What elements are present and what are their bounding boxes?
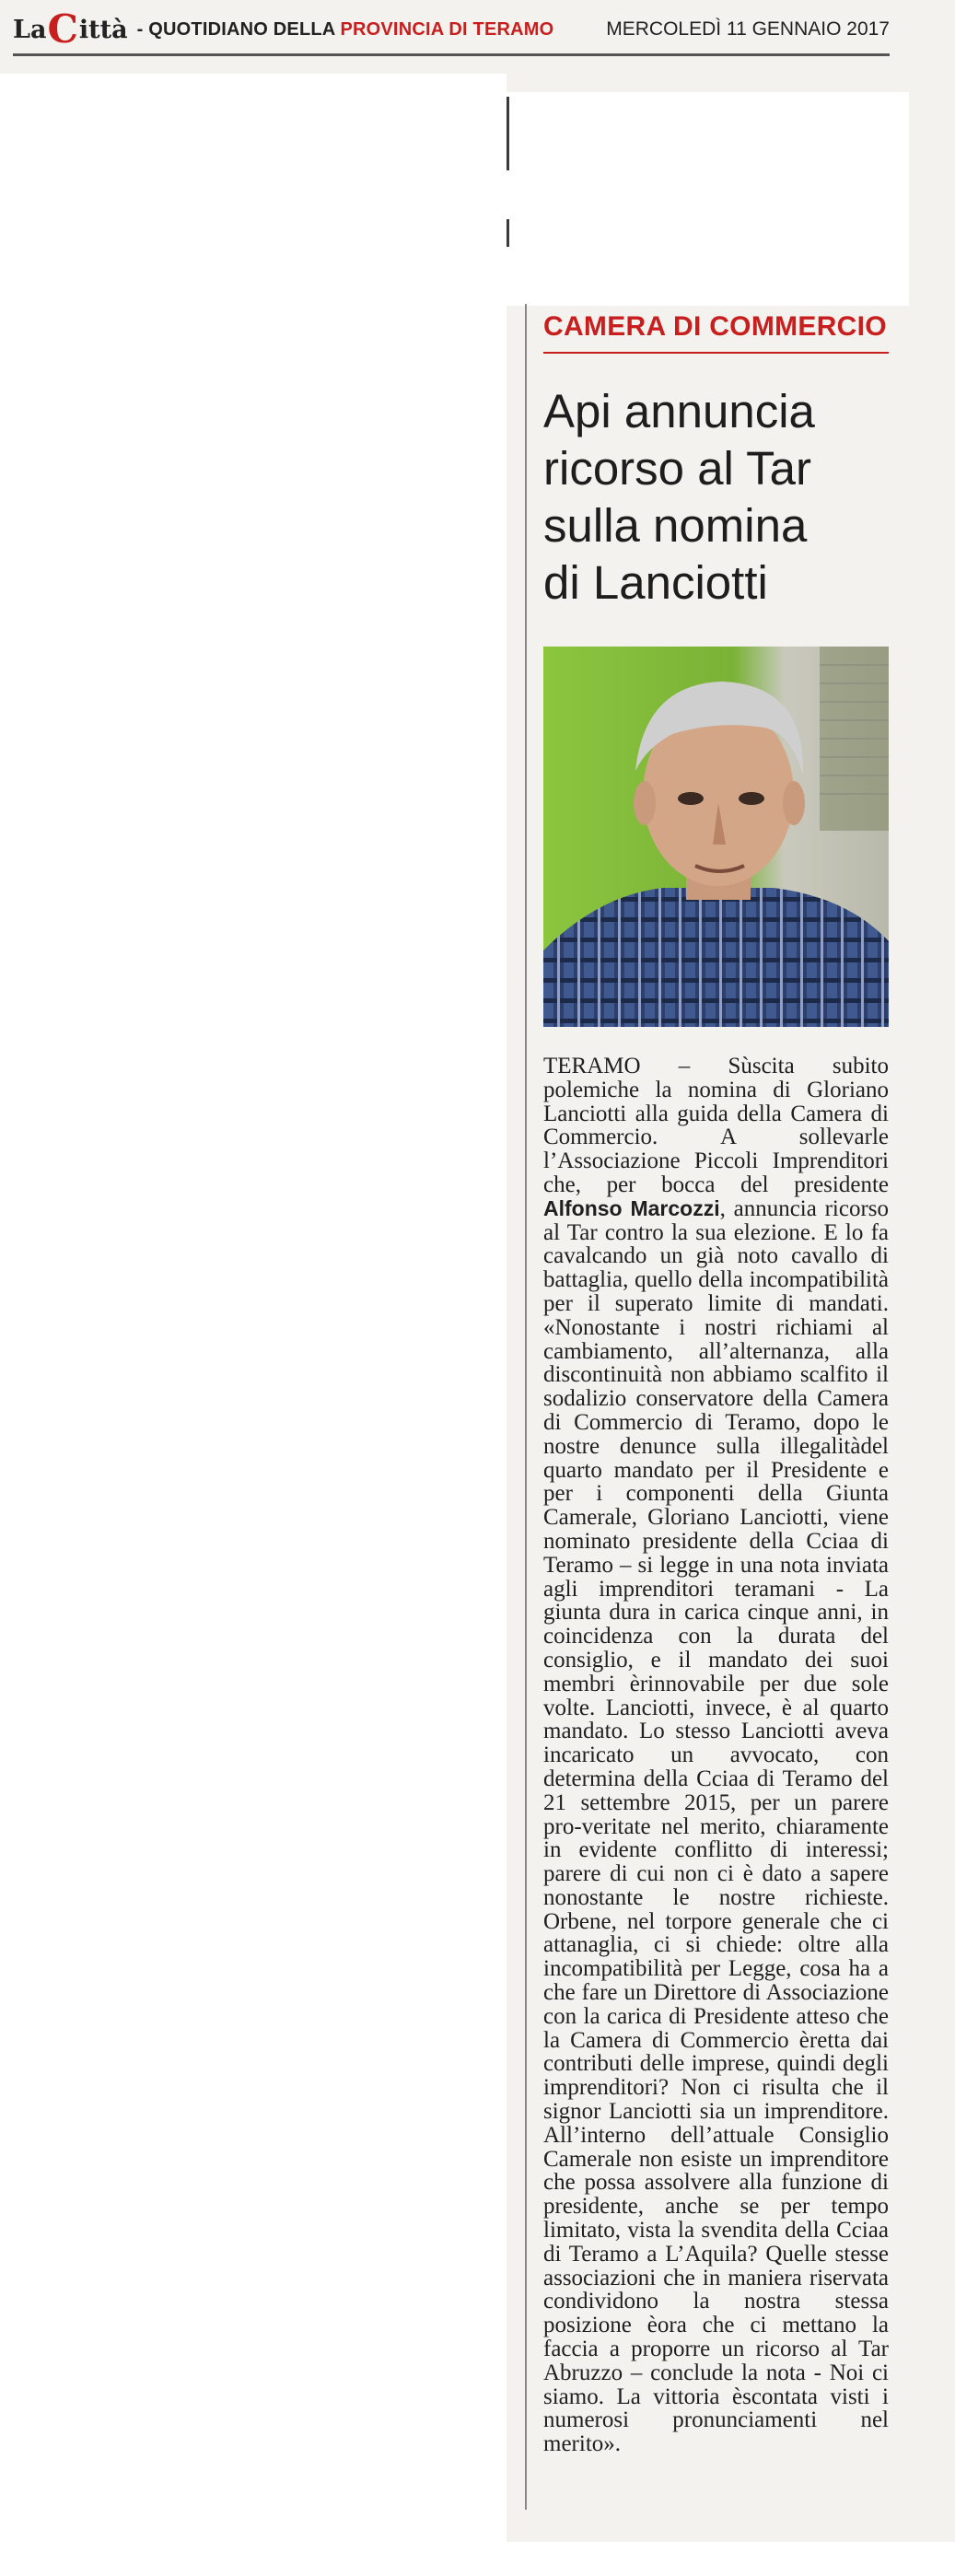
headline-line: Api annuncia — [543, 385, 815, 437]
headline-line: sulla nomina — [543, 499, 808, 552]
redacted-block — [507, 92, 909, 306]
headline-line: di Lanciotti — [543, 556, 768, 609]
logo-prefix: La — [13, 15, 47, 44]
masthead — [13, 6, 890, 56]
body-paragraph-start: TERAMO – Sùscita subito polemiche la nomina di Gloriano Lanciotti alla guida della Camera di Commercio. A sollevarle l’Associazione Piccoli Imprenditori che, per bocca del presidente — [543, 1054, 889, 1197]
tagline-text: - QUOTIDIANO DELLA — [136, 18, 341, 40]
column-divider — [525, 999, 527, 2510]
article — [543, 311, 889, 2456]
article-kicker: CAMERA DI COMMERCIO — [543, 311, 889, 354]
headline-line: ricorso al Tar — [543, 442, 811, 495]
portrait-photo — [543, 647, 889, 1027]
column-divider — [525, 304, 527, 999]
body-paragraph-rest: , annuncia ricorso al Tar contro la sua elezione. E lo fa cavalcando un già noto cavallo di battaglia, quello della incompatibilità per il superato limite di mandati. «Nonostante i nostri richiami al cambiamento, all’alternanza, alla discontinuità non abbiamo scalfito il sodalizio conservatore della Camera di Commercio di Teramo, dopo le nostre denunce sulla illegalitàdel quarto mandato per il Presidente e per i componenti della Giunta Camerale, Gloriano Lanciotti, viene nominato presidente della Cciaa di Teramo – si legge in una nota inviata agli imprenditori teramani - La giunta dura in carica cinque anni, in coincidenza con la durata del consiglio, e il mandato dei suoi membri èrinnovabile per due sole volte. Lanciotti, invece, è al quarto mandato. Lo stesso Lanciotti aveva incaricato un avvocato, con determina della Cciaa di Teramo del 21 settembre 2015, per un parere pro-veritate nel merito, chiaramente in evidente conflitto di interessi; parere di cui non ci è dato a sapere nonostante le nostre richieste. Orbene, nel torpore generale che ci attanaglia, ci si chiede: oltre alla incompatibilità per Legge, cosa ha a che fare un Direttore di Associazione con la carica di Presidente atteso che la Camera di Commercio èretta dai contributi delle imprese, quindi degli imprenditori? Non ci risulta che il signor Lanciotti sia un imprenditore. All’interno dell’attuale Consiglio Camerale non esiste un imprenditore che possa assolvere alla funzione di presidente, anche se per tempo limitato, vista la svendita della Cciaa di Teramo a L’Aquila? Quelle stesse associazioni che in maniera riservata condividono la nostra stessa posizione èora che ci mettano la faccia a proporre un ricorso al Tar Abruzzo – conclude la nota - Noi ci siamo. La vittoria èscontata visti i numerosi pronunciamenti nel merito». — [543, 1195, 890, 2457]
blank-area — [0, 74, 507, 2576]
logo-suffix: ittà — [78, 15, 128, 44]
blank-area-bottom — [0, 2542, 955, 2576]
president-name: Alfonso Marcozzi — [543, 1195, 720, 1220]
article-headline — [543, 383, 889, 612]
logo-c-mark: C — [47, 6, 78, 52]
column-rule-fragment — [507, 97, 509, 170]
article-body — [543, 1055, 889, 2456]
masthead-tagline — [137, 19, 554, 41]
newspaper-logo — [13, 6, 128, 52]
tagline-province: PROVINCIA DI TERAMO — [340, 18, 554, 40]
issue-date: MERCOLEDÌ 11 GENNAIO 2017 — [606, 18, 890, 40]
column-rule-fragment — [507, 219, 509, 247]
